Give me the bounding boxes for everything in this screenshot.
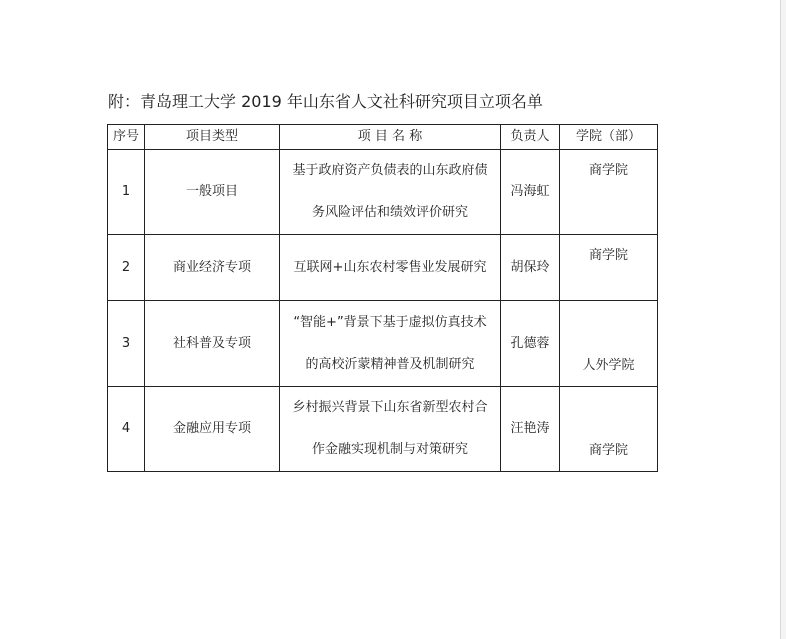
document-title: 附：青岛理工大学 2019 年山东省人文社科研究项目立项名单 <box>108 92 543 111</box>
project-name-line: 作金融实现机制与对策研究 <box>311 442 468 457</box>
header-type: 项目类型 <box>145 125 280 150</box>
cell-project-name: 互联网+山东农村零售业发展研究 <box>280 235 501 301</box>
cell-project-name <box>280 150 501 235</box>
project-name-line: 乡村振兴背景下山东省新型农村合 <box>292 400 488 415</box>
table-row <box>108 235 658 301</box>
project-name-line: 的高校沂蒙精神普及机制研究 <box>305 356 475 372</box>
cell-type: 商业经济专项 <box>145 235 280 301</box>
cell-college: 商学院 <box>560 387 658 472</box>
cell-owner: 胡保玲 <box>501 235 560 301</box>
header-seq: 序号 <box>108 125 145 150</box>
cell-seq: 2 <box>108 235 145 301</box>
cell-seq: 4 <box>108 387 145 472</box>
cell-type: 社科普及专项 <box>145 301 280 387</box>
project-name-line: 务风险评估和绩效评价研究 <box>311 205 468 220</box>
cell-project-name <box>280 301 501 387</box>
header-owner: 负责人 <box>501 125 560 150</box>
cell-seq: 1 <box>108 150 145 235</box>
table-row <box>108 150 658 235</box>
project-name-line: “智能+”背景下基于虚拟仿真技术 <box>293 314 487 330</box>
table-header-row <box>108 125 658 150</box>
cell-owner: 冯海虹 <box>501 150 560 235</box>
table-row <box>108 301 658 387</box>
cell-type: 金融应用专项 <box>145 387 280 472</box>
cell-college: 商学院 <box>560 150 658 235</box>
project-name-line: 基于政府资产负债表的山东政府债 <box>292 163 488 178</box>
project-list-table <box>107 124 658 472</box>
cell-owner: 汪艳涛 <box>501 387 560 472</box>
page-gutter <box>781 0 786 639</box>
table-row <box>108 387 658 472</box>
cell-college: 人外学院 <box>560 301 658 387</box>
cell-owner: 孔德蓉 <box>501 301 560 387</box>
cell-type: 一般项目 <box>145 150 280 235</box>
cell-college: 商学院 <box>560 235 658 301</box>
cell-project-name <box>280 387 501 472</box>
header-college: 学院（部） <box>560 125 658 150</box>
header-name: 项 目 名 称 <box>280 125 501 150</box>
cell-seq: 3 <box>108 301 145 387</box>
